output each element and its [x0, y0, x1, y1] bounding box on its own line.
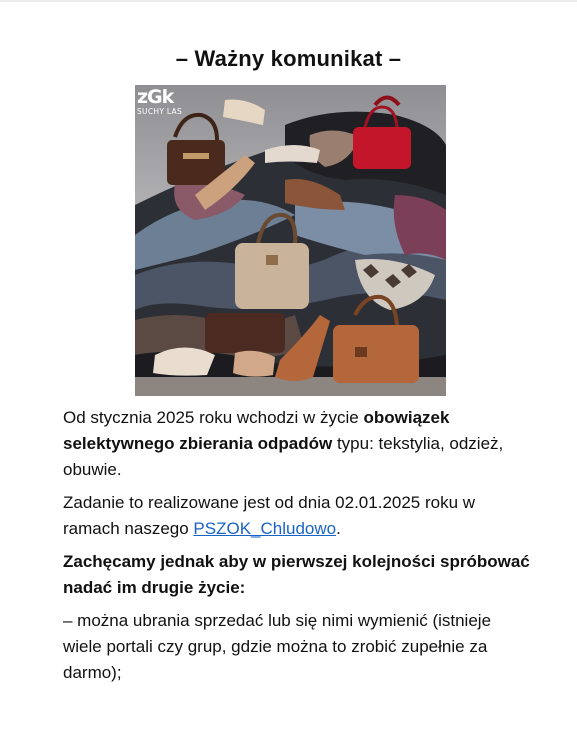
- page-title: – Ważny komunikat –: [175, 46, 402, 71]
- page-top-border: [0, 0, 577, 2]
- paragraph-pszok-tail: .: [336, 519, 341, 538]
- zgk-logo-subtitle: SUCHY LAS: [137, 107, 183, 116]
- paragraph-encouragement: [63, 549, 533, 601]
- announcement-body: [63, 405, 533, 693]
- pszok-chludowo-link[interactable]: PSZOK_Chludowo: [193, 519, 337, 538]
- paragraph-obligation-bold: obowiązek selektywnego zbierania odpadów: [63, 408, 450, 453]
- paragraph-sell-exchange: – można ubrania sprzedać lub się nimi wymienić (istnieje wiele portali czy grup, gdzie można to zrobić zupełnie za darmo);: [63, 611, 492, 682]
- paragraph-obligation-tail: typu: tekstylia, odzież, obuwie.: [63, 434, 504, 479]
- paragraph-obligation: [63, 405, 533, 483]
- paragraph-obligation-text: Od stycznia 2025 roku wchodzi w życie: [63, 408, 364, 427]
- zgk-logo: [137, 87, 182, 116]
- paragraph-pszok: [63, 490, 533, 542]
- zgk-logo-mark: zGk: [137, 86, 174, 108]
- paragraph-pszok-text: Zadanie to realizowane jest od dnia 02.01.2025 roku w ramach naszego: [63, 493, 476, 538]
- clothes-bags-shoes-photo: [135, 85, 446, 396]
- paragraph-encouragement-bold: Zachęcamy jednak aby w pierwszej kolejności spróbować nadać im drugie życie:: [63, 552, 530, 597]
